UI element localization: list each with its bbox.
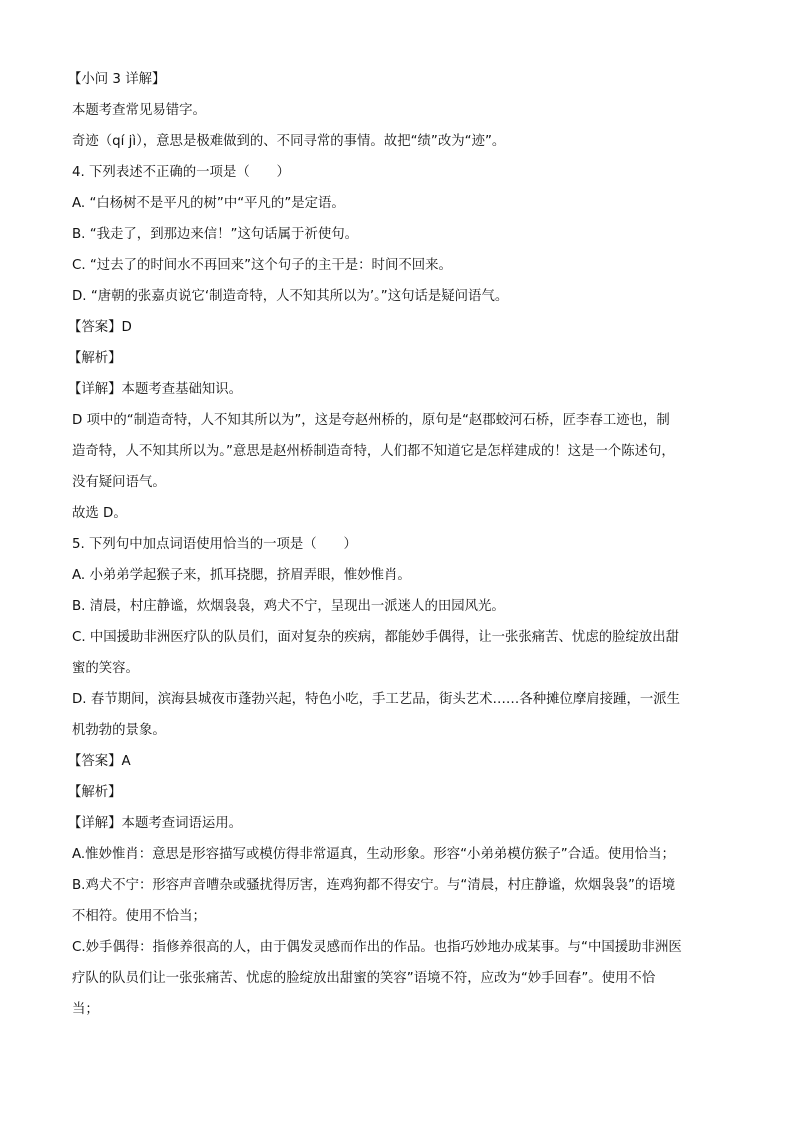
question-5-stem: 5. 下列句中加点词语使用恰当的一项是（ ） [72,537,357,552]
text-line: 没有疑问语气。 [72,475,166,490]
text-line: C.妙手偶得：指修养很高的人，由于偶发灵感而作出的作品。也指巧妙地办成某事。与“中国援助非洲医 [72,940,682,955]
text-line: 疗队的队员们让一张张痛苦、忧虑的脸绽放出甜蜜的笑容”语境不符，应改为“妙手回春”。使用不恰 [72,971,656,986]
text-line: 当； [72,1002,99,1017]
question-5-option-a: A. 小弟弟学起猴子来，抓耳挠腮，挤眉弄眼，惟妙惟肖。 [72,568,411,583]
question-4-stem: 4. 下列表述不正确的一项是（ ） [72,165,290,180]
question-5-analysis-heading: 【解析】 [68,785,122,800]
text-line: A.惟妙惟肖：意思是形容描写或模仿得非常逼真，生动形象。形容“小弟弟模仿猴子”合适。使用恰当； [72,847,675,862]
question-5-answer: 【答案】A [68,754,131,769]
text-line: 不相符。使用不恰当； [72,909,206,924]
question-5-detail: 【详解】本题考查词语运用。 [68,816,243,831]
text-line: B.鸡犬不宁：形容声音嘈杂或骚扰得厉害，连鸡狗都不得安宁。与“清晨，村庄静谧，炊烟袅袅”的语境 [72,878,676,893]
question-4-answer: 【答案】D [68,320,132,335]
section-heading-q3-detail: 【小问 3 详解】 [68,72,166,87]
question-4-option-b: B. “我走了，到那边来信！”这句话属于祈使句。 [72,227,358,242]
text-line: 蜜的笑容。 [72,661,139,676]
text-line: D 项中的“制造奇特，人不知其所以为”，这是夸赵州桥的，原句是“赵郡蛟河石桥，匠李春工迹也，制 [72,413,670,428]
text-line: 本题考查常见易错字。 [72,103,206,118]
question-5-option-d: D. 春节期间，滨海县城夜市蓬勃兴起，特色小吃，手工艺品，街头艺术……各种摊位摩肩接踵，一派生 [72,692,681,707]
text-line: 机勃勃的景象。 [72,723,166,738]
text-line: 造奇特，人不知其所以为。”意思是赵州桥制造奇特，人们都不知道它是怎样建成的！这是一个陈述句， [72,444,675,459]
question-5-option-c: C. 中国援助非洲医疗队的队员们，面对复杂的疾病，都能妙手偶得，让一张张痛苦、忧虑的脸绽放出甜 [72,630,680,645]
question-5-option-b: B. 清晨，村庄静谧，炊烟袅袅，鸡犬不宁，呈现出一派迷人的田园风光。 [72,599,505,614]
question-4-analysis-heading: 【解析】 [68,351,122,366]
question-4-option-c: C. “过去了的时间水不再回来”这个句子的主干是：时间不回来。 [72,258,452,273]
document-page [68,64,722,1025]
question-4-option-d: D. “唐朝的张嘉贞说它‘制造奇特，人不知其所以为’。”这句话是疑问语气。 [72,289,509,304]
text-line: 奇迹（qí jì），意思是极难做到的、不同寻常的事情。故把“绩”改为“迹”。 [72,134,506,149]
question-4-option-a: A. “白杨树不是平凡的树”中“平凡的”是定语。 [72,196,345,211]
question-4-detail: 【详解】本题考查基础知识。 [68,382,243,397]
text-line: 故选 D。 [72,506,127,521]
